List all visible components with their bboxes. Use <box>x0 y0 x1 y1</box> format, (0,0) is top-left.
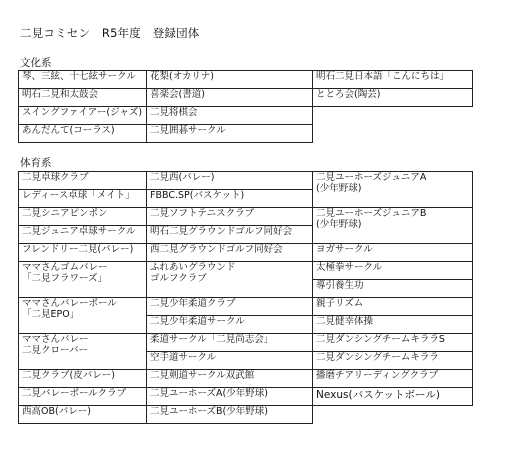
table-row <box>19 334 473 352</box>
taiiku-cell: フレンドリー二見(バレー) <box>19 244 147 262</box>
taiiku-cell: ママさんバレー 二見クローバー <box>19 334 147 370</box>
bunka-cell: 琴、三絃、十七絃サークル <box>19 71 147 89</box>
taiiku-cell: 二見剣道サークル双武館 <box>147 370 313 388</box>
taiiku-cell: ふれあいグラウンド ゴルフクラブ <box>147 262 313 298</box>
bunka-cell: 花梨(オカリナ) <box>147 71 313 89</box>
taiiku-cell: 親子リズム <box>313 298 473 316</box>
table-row <box>19 262 473 280</box>
table-row <box>19 370 473 388</box>
taiiku-cell: 二見少年柔道クラブ <box>147 298 313 316</box>
table-row <box>19 298 473 316</box>
bunka-cell: 明石二見日本語「こんにちは」 <box>313 71 473 89</box>
table-row <box>19 71 473 89</box>
bunka-cell: 明石二見和太鼓会 <box>19 89 147 107</box>
empty-cell <box>313 107 473 125</box>
taiiku-cell: 二見西(バレー) <box>147 172 313 190</box>
taiiku-cell: 太極拳サークル <box>313 262 473 280</box>
taiiku-cell: 播磨チアリーディングクラブ <box>313 370 473 388</box>
taiiku-table <box>18 171 473 424</box>
bunka-cell: 二見囲碁サークル <box>147 125 313 143</box>
taiiku-cell: 二見卓球クラブ <box>19 172 147 190</box>
taiiku-cell: 二見ジュニア卓球サークル <box>19 226 147 244</box>
table-row <box>19 388 473 406</box>
bunka-cell: 二見将棋会 <box>147 107 313 125</box>
taiiku-cell: 二見健幸体操 <box>313 316 473 334</box>
taiiku-cell: 二見ユーホーズジュニアB (少年野球) <box>313 208 473 244</box>
taiiku-cell: 二見ダンシングチームキララ <box>313 352 473 370</box>
bunka-cell: 喜楽会(書道) <box>147 89 313 107</box>
taiiku-cell: 空手道サークル <box>147 352 313 370</box>
table-row <box>19 125 473 143</box>
taiiku-cell: ヨガサークル <box>313 244 473 262</box>
taiiku-cell: レディース卓球「メイト」 <box>19 190 147 208</box>
taiiku-cell: 西二見グラウンドゴルフ同好会 <box>147 244 313 262</box>
taiiku-cell: 二見バレーボールクラブ <box>19 388 147 406</box>
taiiku-cell: 二見ユーホーズA(少年野球) <box>147 388 313 406</box>
taiiku-cell: ママさんバレーボール 「二見EPO」 <box>19 298 147 334</box>
table-row <box>19 406 473 424</box>
taiiku-cell: FBBC.SP(バスケット) <box>147 190 313 208</box>
bunka-cell: ととろ会(陶芸) <box>313 89 473 107</box>
taiiku-cell: 明石二見グラウンドゴルフ同好会 <box>147 226 313 244</box>
taiiku-cell: 導引養生功 <box>313 280 473 298</box>
taiiku-cell: ママさんゴムバレー 「二見フラワーズ」 <box>19 262 147 298</box>
taiiku-cell: 二見少年柔道サークル <box>147 316 313 334</box>
taiiku-cell: 二見クラブ(皮バレー) <box>19 370 147 388</box>
section-label-taiiku: 体育系 <box>20 157 52 169</box>
table-row <box>19 208 473 226</box>
empty-cell <box>313 125 473 143</box>
taiiku-cell: 二見ユーホーズジュニアA (少年野球) <box>313 172 473 208</box>
bunka-cell: スイングファイアー(ジャズ) <box>19 107 147 125</box>
empty-cell <box>313 406 473 424</box>
taiiku-cell: 二見ユーホーズB(少年野球) <box>147 406 313 424</box>
bunka-table <box>18 70 473 143</box>
table-row <box>19 244 473 262</box>
taiiku-cell: 柔道サークル「二見尚志会」 <box>147 334 313 352</box>
page-title: 二見コミセン R5年度 登録団体 <box>20 26 200 40</box>
taiiku-cell: 二見ソフトテニスクラブ <box>147 208 313 226</box>
table-row <box>19 89 473 107</box>
taiiku-cell: Nexus(バスケットボール) <box>313 388 473 406</box>
section-label-bunka: 文化系 <box>20 57 52 69</box>
taiiku-cell: 二見ダンシングチームキララS <box>313 334 473 352</box>
taiiku-cell: 二見シニアピンポン <box>19 208 147 226</box>
taiiku-cell: 西高OB(バレー) <box>19 406 147 424</box>
table-row <box>19 107 473 125</box>
bunka-cell: あんだんて(コーラス) <box>19 125 147 143</box>
table-row <box>19 172 473 190</box>
